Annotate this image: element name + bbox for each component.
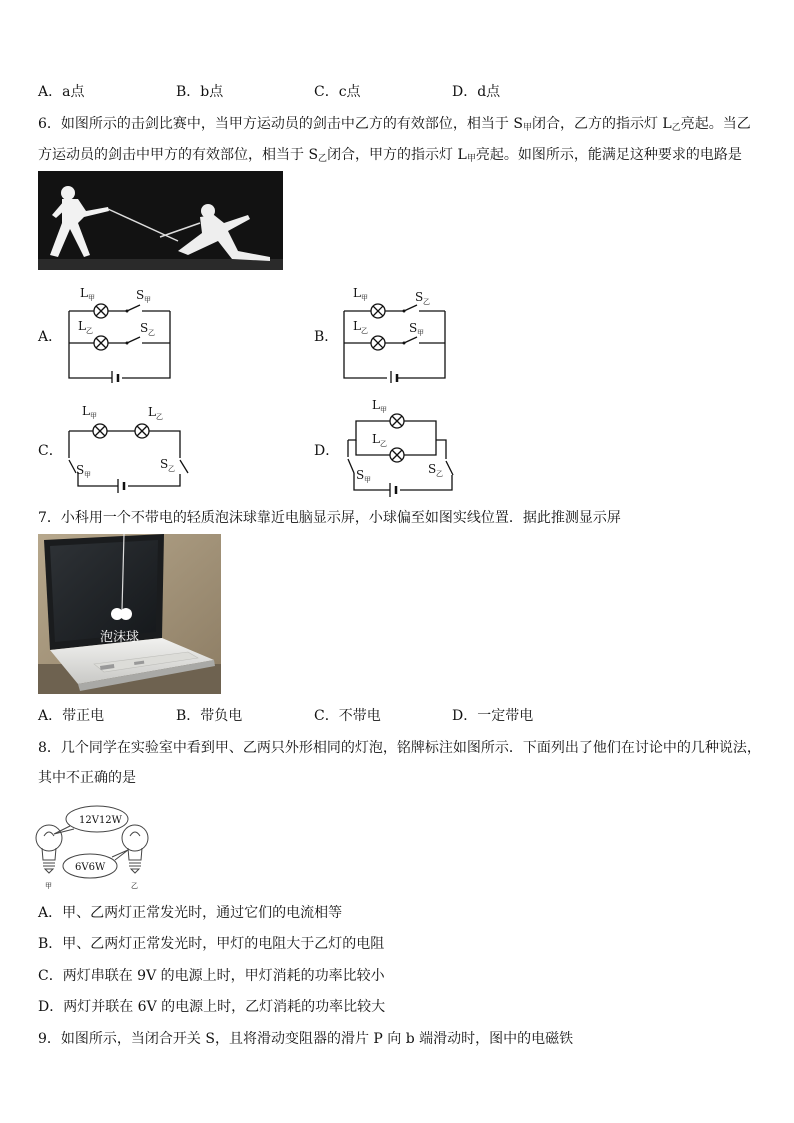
laptop-photo (38, 534, 221, 694)
q7-question: 7．小科用一个不带电的轻质泡沫球靠近电脑显示屏，小球偏至如图实线位置．据此推测显示屏 (38, 510, 621, 526)
q8-option-c: C．两灯串联在 9V 的电源上时，甲灯消耗的功率比较小 (38, 968, 385, 984)
svg-text:乙: 乙 (131, 882, 138, 890)
svg-text:甲: 甲 (144, 296, 151, 304)
svg-text:乙: 乙 (380, 440, 387, 448)
svg-text:乙: 乙 (156, 413, 163, 421)
svg-text:S: S (76, 463, 85, 477)
svg-text:乙: 乙 (86, 327, 93, 335)
circuit-a (60, 283, 180, 383)
svg-text:甲: 甲 (45, 882, 52, 890)
q9-question: 9．如图所示，当闭合开关 S，且将滑动变阻器的滑片 P 向 b 端滑动时，图中的电磁铁 (38, 1031, 574, 1047)
circuit-c (60, 400, 195, 500)
q7-option-d: D．一定带电 (452, 708, 534, 724)
svg-text:S: S (356, 468, 365, 482)
svg-text:S: S (160, 457, 169, 471)
q5-option-c: C．c点 (314, 84, 361, 100)
svg-text:乙: 乙 (423, 298, 430, 306)
q8-option-a: A．甲、乙两灯正常发光时，通过它们的电流相等 (38, 905, 343, 921)
q8-option-b: B．甲、乙两灯正常发光时，甲灯的电阻大于乙灯的电阻 (38, 936, 385, 952)
q8-question-line-1: 8．几个同学在实验室中看到甲、乙两只外形相同的灯泡，铭牌标注如图所示．下面列出了他们在讨论中的几种说法， (38, 740, 761, 756)
q7-option-b: B．带负电 (176, 708, 243, 724)
fencing-photo (38, 171, 283, 270)
q6-option-d-label: D． (314, 443, 340, 459)
svg-text:甲: 甲 (417, 329, 424, 337)
q6-question-line-1: 6．如图所示的击剑比赛中，当甲方运动员的剑击中乙方的有效部位，相当于 $S_甲$闭合，乙方的指示灯 $L_乙$亮起。当乙 (38, 116, 751, 133)
foam-ball-label: 泡沫球 (100, 630, 140, 645)
q8-question-line-2: 其中不正确的是 (38, 770, 136, 786)
svg-text:乙: 乙 (168, 465, 175, 473)
svg-text:L: L (148, 405, 156, 419)
q5-option-b: B．b点 (176, 84, 224, 100)
q6-question-line-2: 方运动员的剑击中甲方的有效部位，相当于 $S_乙$闭合，甲方的指示灯 $L_甲$亮起。如图所示，能满足这种要求的电路是 (38, 147, 742, 164)
svg-text:乙: 乙 (361, 327, 368, 335)
q5-option-d: D．d点 (452, 84, 501, 100)
bulbs-figure (32, 800, 162, 892)
circuit-b (335, 283, 455, 383)
q6-option-b-label: B． (314, 329, 339, 345)
svg-text:12V12W: 12V12W (79, 815, 122, 826)
svg-text:S: S (415, 290, 424, 304)
q7-option-a: A．带正电 (38, 708, 105, 724)
svg-text:6V6W: 6V6W (75, 862, 106, 873)
svg-text:L: L (353, 286, 361, 300)
svg-text:甲: 甲 (90, 412, 97, 420)
svg-text:甲: 甲 (84, 471, 91, 479)
q8-option-d: D．两灯并联在 6V 的电源上时，乙灯消耗的功率比较大 (38, 999, 386, 1015)
q5-option-a: A．a点 (38, 84, 85, 100)
svg-text:S: S (136, 288, 145, 302)
svg-text:乙: 乙 (148, 329, 155, 337)
svg-text:甲: 甲 (364, 476, 371, 484)
q6-option-c-label: C． (38, 443, 63, 459)
svg-text:L: L (372, 432, 380, 446)
q7-option-c: C．不带电 (314, 708, 381, 724)
svg-text:S: S (140, 321, 149, 335)
svg-text:L: L (372, 398, 380, 412)
svg-text:L: L (353, 319, 361, 333)
svg-text:L: L (80, 286, 88, 300)
svg-text:甲: 甲 (380, 406, 387, 414)
svg-text:甲: 甲 (361, 294, 368, 302)
q6-option-a-label: A． (38, 329, 63, 345)
svg-text:乙: 乙 (436, 470, 443, 478)
circuit-d (338, 395, 463, 500)
svg-text:L: L (82, 404, 90, 418)
svg-text:S: S (428, 462, 437, 476)
svg-text:甲: 甲 (88, 294, 95, 302)
svg-text:S: S (409, 321, 418, 335)
svg-text:L: L (78, 319, 86, 333)
